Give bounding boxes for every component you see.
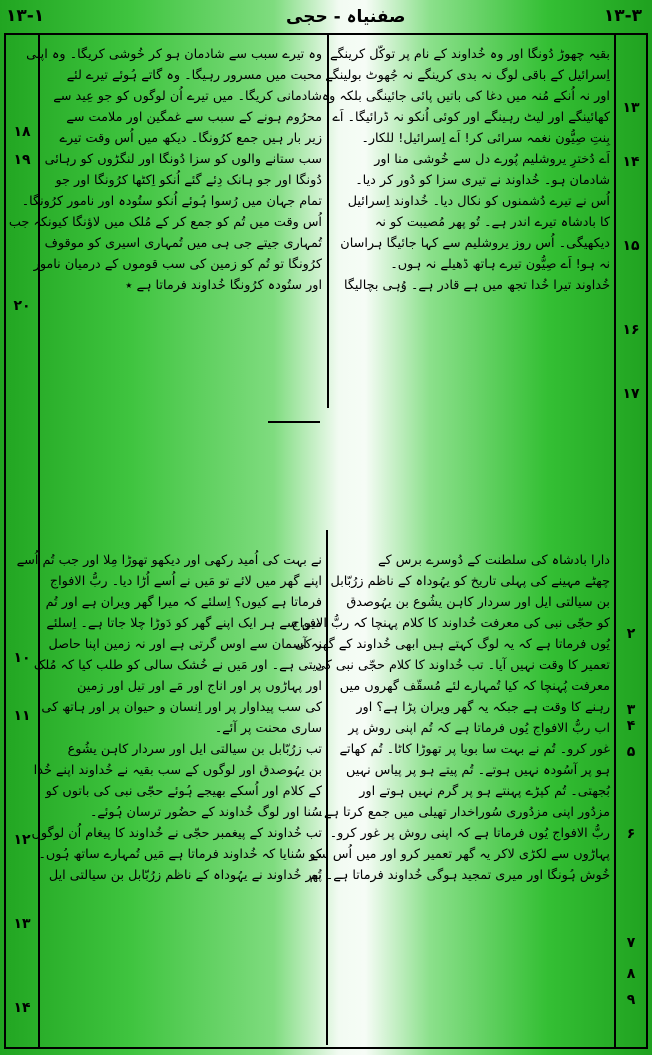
text-line: مزدُور اپنی مزدُوری سُوراخدار تھیلی میں جمع کرتا ہے۔ (316, 805, 610, 820)
verse-number: ۲۰ (13, 298, 31, 314)
verse-number: ۱۱ (13, 708, 31, 724)
top-right-column (321, 44, 610, 296)
text-line: کو حجّی نبی کی معرفت خُداوند کا کلام پہنچا کہ ربُّ الافواج (291, 616, 610, 631)
text-line: تعمیر کا وقت نہیں آیا۔ تب خُداوند کا کلام حجّی نبی کی (315, 658, 610, 673)
text-line: اپنے گھر میں لائے تو مَیں نے اُسے اُڑا دیا۔ ربُّ الافواج (49, 574, 322, 589)
text-line: محبت میں مسرور رہیگا۔ وہ گاتے ہُوئے تیرے لئے (66, 68, 322, 83)
verse-number: ۹ (626, 992, 636, 1008)
verse-number: ۱۰ (13, 650, 31, 666)
text-line: اور پہاڑوں پر اور اناج اور مَے اور تیل اور زمین (77, 679, 322, 694)
book-separator (268, 421, 320, 423)
text-line: تُمہاری جیتے جی ہی میں تُمہاری اسیری کو موقوف (44, 236, 322, 251)
verse-number: ۷ (626, 935, 636, 951)
text-line: کی سب پیداوار پر اور اِنسان و حیوان پر اور ہاتھ کی (41, 700, 322, 715)
text-line: اَے دُخترِ یروشلیم پُورے دل سے خُوشی منا اور (374, 152, 610, 167)
text-line: کو سُنایا کہ خُداوند فرماتا ہے مَیں تُمہارے ساتھ ہُوں۔ (38, 847, 322, 862)
text-line: رہنے کا وقت ہے جبکہ یہ گھر ویران پڑا ہے؟ اور (356, 700, 610, 715)
verse-number: ۱۲ (13, 832, 31, 848)
text-line: زیر بار ہیں جمع کرُونگا۔ دیکھ میں اُس وقت تیرے (59, 131, 322, 146)
text-line: بُجھتی۔ تُم کپڑے پہنتے ہو پر گرم نہیں ہوتے اور (359, 784, 610, 799)
verse-number: ۱۳ (13, 916, 31, 932)
verse-number: ۱۳ (622, 100, 640, 116)
verse-number: ۴ (626, 718, 636, 734)
verse-number: ۱۴ (13, 1000, 31, 1016)
verse-number: ۸ (626, 966, 636, 982)
text-line: فرماتا ہے کیوں؟ اِسلئے کہ میرا گھر ویران ہے اور تُم (45, 595, 322, 610)
page-number-right: ۱۳-۳ (603, 6, 642, 26)
text-line: شادمان ہو۔ خُداوند نے تیری سزا کو دُور کر دیا۔ (355, 173, 610, 188)
text-line: نہ ہو! اَے صِیُّون تیرے ہاتھ ڈھیلے نہ ہوں۔ (390, 257, 610, 272)
text-line: کے کلام اور اُسکے بھیجے ہُوئے حجّی نبی کی باتوں کو (45, 784, 322, 799)
text-line: بِنتِ صِیُّون نغمہ سرائی کر! اَے اِسرائیل! للکار۔ (361, 131, 610, 146)
text-line: نہ آسمان سے اوس گرتی ہے اور نہ زمین اپنا حاصل (48, 637, 322, 652)
page-number-left: ۱۳-۱ (6, 6, 45, 26)
text-line: کا بادشاہ تیرے اندر ہے۔ تُو پھر مُصیبت کو نہ (374, 215, 610, 230)
text-line: دُونگا اور جو ہانک دِئے گئے اُنکو اِکٹھا کرُونگا اور جو (55, 173, 322, 188)
left-margin-rule (38, 33, 40, 1047)
text-line: اور ستُودہ کرُونگا خُداوند فرماتا ہے ٭ (125, 278, 322, 293)
text-line: اِسرائیل کے باقی لوگ نہ بدی کرینگے نہ جُھوٹ بولینگے (325, 68, 610, 83)
text-line: بن سیالتی ایل اور سردار کاہن یشُوع بن یہُوصدق (346, 595, 610, 610)
text-line: ہو پر آسُودہ نہیں ہوتے۔ تُم پیتے ہو پر پیاس نہیں (345, 763, 610, 778)
verse-number: ۱۹ (13, 152, 31, 168)
text-line: نے بہت کی اُمید رکھی اور دیکھو تھوڑا مِلا اور جب تُم اُسے (16, 553, 322, 568)
text-line: وہ تیرے سبب سے شادمان ہو کر خُوشی کریگا۔ وہ اپنی (26, 47, 322, 62)
bottom-column-divider (326, 530, 328, 1045)
text-line: تب خُداوند کے پیغمبر حجّی نے خُداوند کا پیغام اُن لوگوں (31, 826, 322, 841)
verse-number: ۶ (626, 826, 636, 842)
text-line: اُس وقت میں تُم کو جمع کر کے مُلک میں لاؤنگا کیونکہ جب (8, 215, 322, 230)
text-line: دارا بادشاہ کی سلطنت کے دُوسرے برس کے (378, 553, 610, 568)
text-line: اور نہ اُنکے مُنہ میں دغا کی باتیں پائی جائینگی بلکہ وہ (321, 89, 610, 104)
text-line: معرفت پُہنچا کہ کیا تُمہارے لئے مُسقّف گھروں میں (339, 679, 610, 694)
bottom-right-column (291, 550, 610, 886)
text-line: خُوش ہُونگا اور میری تمجید ہوگی خُداوند فرماتا ہے۔ تُم (309, 868, 610, 883)
text-line: کھائینگے اور لیٹ رہینگے اور کوئی اُنکو نہ ڈرائیگا۔ اَے (332, 110, 610, 125)
text-line: اُس نے تیرے دُشمنوں کو نکال دیا۔ خُداوند اِسرائیل (347, 194, 610, 209)
text-line: یُوں فرماتا ہے کہ یہ لوگ کہتے ہیں ابھی خُداوند کے گھر کی (294, 637, 610, 652)
verse-number: ۵ (626, 744, 636, 760)
right-margin-rule (614, 33, 616, 1047)
text-line: کرُونگا تو تُم کو زمین کی سب قوموں کے درمیان نامور (33, 257, 322, 272)
text-line: تمام جہان میں رُسوا ہُوئے اُنکو ستُودہ اور نامور کرُونگا۔ (21, 194, 322, 209)
verse-number: ۱۶ (622, 322, 640, 338)
text-line: ساری محنت پر آئے۔ (214, 721, 322, 736)
verse-number: ۱۵ (622, 238, 640, 254)
text-line: دیکھیگی۔ اُس روز یروشلیم سے کہا جائیگا ہراسان (340, 236, 610, 251)
verse-number: ۱۸ (13, 124, 31, 140)
text-line: خُداوند تیرا خُدا تجھ میں ہے قادر ہے۔ وُہی بچالیگا (343, 278, 610, 293)
verse-number: ۲ (626, 626, 636, 642)
page-title: صفنیاہ - حجی (286, 7, 406, 27)
text-line: غور کرو۔ تُم نے بہت سا بویا پر تھوڑا کاٹا۔ تُم کھاتے (339, 742, 610, 757)
verse-number: ۳ (626, 702, 636, 718)
text-line: اب ربُّ الافواج یُوں فرماتا ہے کہ تُم اپنی روش پر (348, 721, 610, 736)
text-line: دیتی ہے۔ اور مَیں نے خُشک سالی کو طلب کیا کہ مُلک (33, 658, 322, 673)
text-line: محرُوم ہونے کے سبب سے غمگین اور ملامت سے (66, 110, 322, 125)
text-line: بقیہ چھوڑ دُونگا اور وہ خُداوند کے نام پر توکّل کرینگے (329, 47, 610, 62)
text-line: میں سے ہر ایک اپنے گھر کو دَوڑا چلا جاتا ہے۔ اِسلئے (46, 616, 322, 631)
text-line: سب ستانے والوں کو سزا دُونگا اور لنگڑوں کو رہائی (44, 152, 322, 167)
verse-number: ۱۷ (622, 386, 640, 402)
text-line: شادمانی کریگا۔ میں تیرے اُن لوگوں کو جو عِید سے (53, 89, 322, 104)
text-line: پہاڑوں سے لکڑی لاکر یہ گھر تعمیر کرو اور میں اُس سے (310, 847, 610, 862)
text-line: چھٹے مہینے کی پہلی تاریخ کو یہُوداہ کے ناظم زرُبّابل (330, 574, 610, 589)
verse-number: ۱۴ (622, 154, 640, 170)
text-line: ربُّ الافواج یُوں فرماتا ہے کہ اپنی روش پر غور کرو۔ (329, 826, 610, 841)
text-line: پھر خُداوند نے یہُوداہ کے ناظم زرُبّابل بن سیالتی ایل (48, 868, 322, 883)
text-line: سُنا اور لوگ خُداوند کے حضُور ترسان ہُوئے۔ (89, 805, 322, 820)
text-line: بن یہُوصدق اور لوگوں کے سب بقیہ نے خُداوند اپنے خُدا (33, 763, 322, 778)
text-line: تب زرُبّابل بن سیالتی ایل اور سردار کاہن یشُوع (67, 742, 322, 757)
